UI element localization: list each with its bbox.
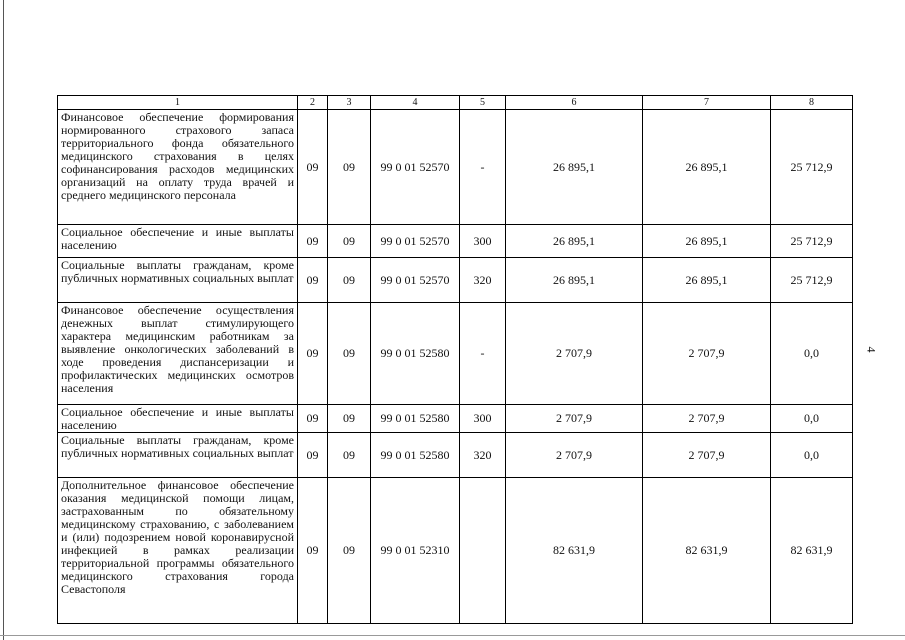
target-article-cell: 99 0 01 52570: [371, 225, 460, 258]
table-row: [58, 433, 853, 478]
amount-executed-cell: 0,0: [771, 405, 853, 433]
target-article-cell: 99 0 01 52570: [371, 258, 460, 303]
amount-refined-cell: 26 895,1: [643, 258, 771, 303]
amount-executed-cell: 0,0: [771, 433, 853, 478]
amount-plan-cell: 26 895,1: [506, 110, 643, 225]
header-cell: 7: [643, 96, 771, 110]
amount-plan-cell: 26 895,1: [506, 258, 643, 303]
table-row: [58, 405, 853, 433]
amount-executed-cell: 25 712,9: [771, 225, 853, 258]
amount-executed-cell: 25 712,9: [771, 110, 853, 225]
header-cell: 6: [506, 96, 643, 110]
table-row: [58, 225, 853, 258]
subsection-cell: 09: [328, 405, 371, 433]
table-row: [58, 110, 853, 225]
section-cell: 09: [298, 433, 328, 478]
amount-plan-cell: 2 707,9: [506, 405, 643, 433]
expense-type-cell: -: [460, 303, 506, 405]
budget-table: [57, 95, 853, 624]
table-row: [58, 478, 853, 624]
row-name-cell: Социальное обеспечение и иные выплаты населению: [58, 405, 298, 433]
header-cell: 8: [771, 96, 853, 110]
subsection-cell: 09: [328, 303, 371, 405]
header-cell: 4: [371, 96, 460, 110]
target-article-cell: 99 0 01 52580: [371, 303, 460, 405]
amount-refined-cell: 26 895,1: [643, 110, 771, 225]
table-row: [58, 258, 853, 303]
page-edge-bottom: [0, 635, 905, 636]
page-number: 4: [864, 346, 879, 353]
subsection-cell: 09: [328, 110, 371, 225]
expense-type-cell: 300: [460, 405, 506, 433]
amount-refined-cell: 2 707,9: [643, 303, 771, 405]
amount-refined-cell: 26 895,1: [643, 225, 771, 258]
section-cell: 09: [298, 405, 328, 433]
row-name-cell: Социальное обеспечение и иные выплаты населению: [58, 225, 298, 258]
section-cell: 09: [298, 110, 328, 225]
header-cell: 5: [460, 96, 506, 110]
expense-type-cell: -: [460, 110, 506, 225]
section-cell: 09: [298, 478, 328, 624]
amount-executed-cell: 82 631,9: [771, 478, 853, 624]
row-name-cell: Финансовое обеспечение осуществления денежных выплат стимулирующего характера медицинским работникам за выявление онкологических заболеваний в ходе проведения диспансеризации и профилактических медицинских осмотров населения: [58, 303, 298, 405]
header-row: [58, 96, 853, 110]
row-name-cell: Финансовое обеспечение формирования нормированного страхового запаса территориального фонда обязательного медицинского страхования в целях софинансирования расходов медицинских организаций на оплату труда врачей и среднего медицинского персонала: [58, 110, 298, 225]
section-cell: 09: [298, 303, 328, 405]
section-cell: 09: [298, 225, 328, 258]
amount-refined-cell: 2 707,9: [643, 405, 771, 433]
row-name-cell: Социальные выплаты гражданам, кроме публичных нормативных социальных выплат: [58, 433, 298, 478]
amount-plan-cell: 2 707,9: [506, 433, 643, 478]
expense-type-cell: 320: [460, 433, 506, 478]
target-article-cell: 99 0 01 52310: [371, 478, 460, 624]
expense-type-cell: 320: [460, 258, 506, 303]
target-article-cell: 99 0 01 52580: [371, 405, 460, 433]
page-edge-left: [3, 0, 4, 640]
header-cell: 1: [58, 96, 298, 110]
amount-executed-cell: 0,0: [771, 303, 853, 405]
row-name-cell: Социальные выплаты гражданам, кроме публичных нормативных социальных выплат: [58, 258, 298, 303]
amount-plan-cell: 82 631,9: [506, 478, 643, 624]
amount-refined-cell: 82 631,9: [643, 478, 771, 624]
amount-plan-cell: 2 707,9: [506, 303, 643, 405]
amount-executed-cell: 25 712,9: [771, 258, 853, 303]
target-article-cell: 99 0 01 52570: [371, 110, 460, 225]
target-article-cell: 99 0 01 52580: [371, 433, 460, 478]
subsection-cell: 09: [328, 225, 371, 258]
section-cell: 09: [298, 258, 328, 303]
header-cell: 3: [328, 96, 371, 110]
amount-plan-cell: 26 895,1: [506, 225, 643, 258]
subsection-cell: 09: [328, 258, 371, 303]
expense-type-cell: 300: [460, 225, 506, 258]
subsection-cell: 09: [328, 433, 371, 478]
table-row: [58, 303, 853, 405]
expense-type-cell: [460, 478, 506, 624]
row-name-cell: Дополнительное финансовое обеспечение оказания медицинской помощи лицам, застрахованным по обязательному медицинскому страхованию, с заболеванием и (или) подозрением новой коронавирусной инфекцией в рамках реализации территориальной программы обязательного медицинского страхования города Севастополя: [58, 478, 298, 624]
subsection-cell: 09: [328, 478, 371, 624]
header-cell: 2: [298, 96, 328, 110]
amount-refined-cell: 2 707,9: [643, 433, 771, 478]
